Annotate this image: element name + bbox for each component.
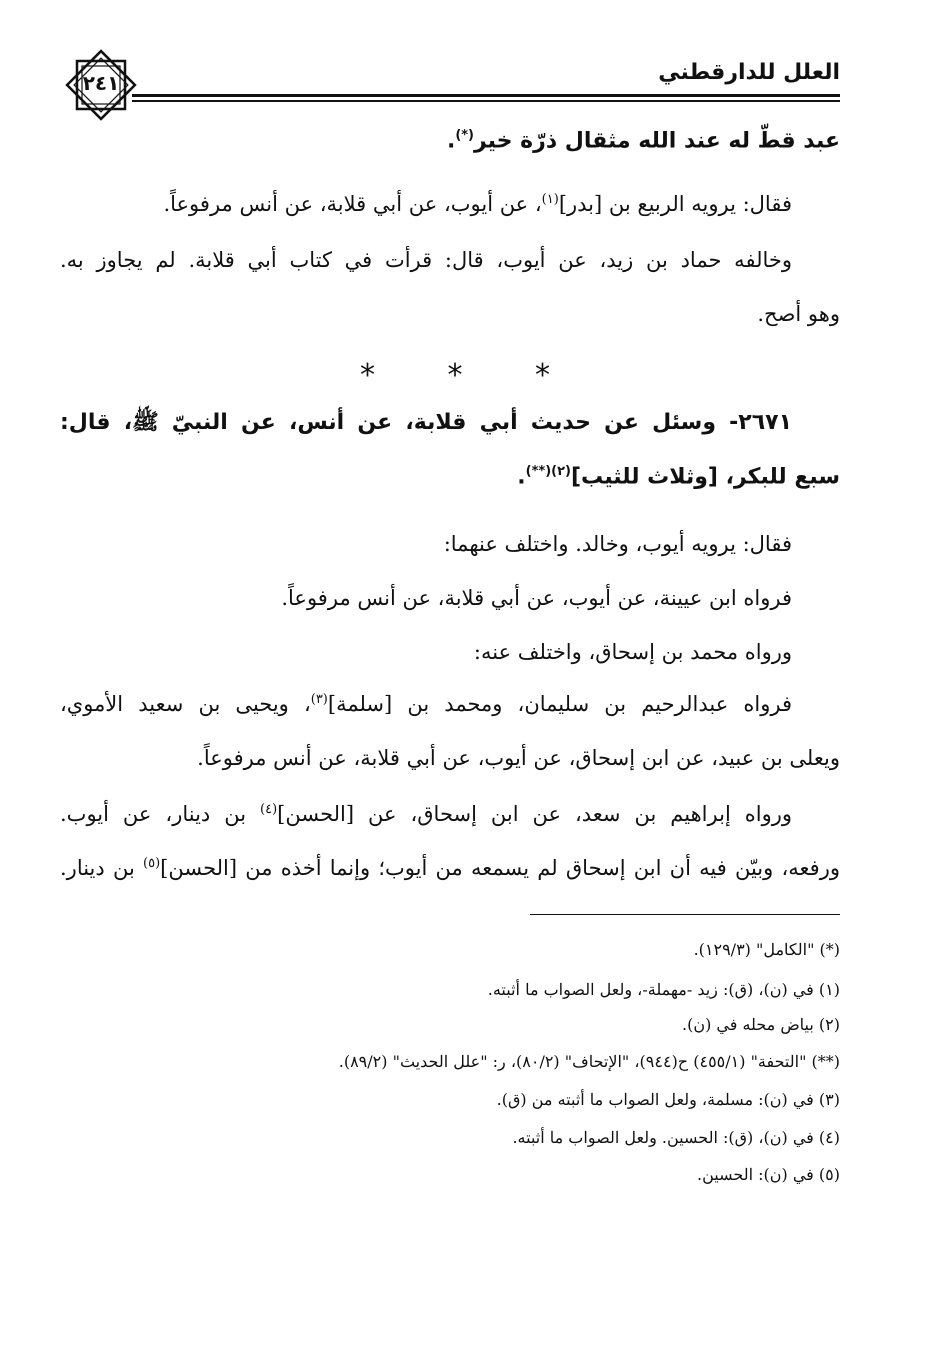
text-span: ، ويحيى بن سعيد الأموي،: [60, 692, 311, 716]
separator-star: *: [535, 358, 550, 393]
text-line-4: وهو أصح.: [757, 302, 840, 326]
footnote: (**) "التحفة" (٤٥٥/١) ح(٩٤٤)، "الإتحاف" (٨٠/٢)، ر: "علل الحديث" (٨٩/٢).: [338, 1052, 840, 1071]
text-line-13: [60, 856, 840, 880]
separator-star: *: [447, 358, 463, 393]
footnote: (٢) بياض محله في (ن).: [681, 1015, 840, 1034]
text-span: بن دينار، عن أيوب.: [60, 802, 261, 826]
page-number-badge: [60, 44, 142, 126]
footnote-marker: (١): [541, 192, 559, 207]
text-line-1: [447, 128, 840, 153]
footnote: (*) "الكامل" (١٢٩/٣).: [693, 940, 840, 959]
header-rule: [132, 94, 840, 104]
footnote: (٥) في (ن): الحسين.: [697, 1165, 840, 1184]
footnote-marker: (٣): [310, 692, 328, 707]
running-title: العلل للدارقطني: [658, 60, 840, 85]
section-separator: [360, 358, 550, 393]
footnote-marker: (٢)(**): [525, 464, 571, 479]
text-span: فقال: يرويه الربيع بن [بدر]: [558, 192, 792, 216]
text-line-3: وخالفه حماد بن زيد، عن أيوب، قال: قرأت في كتاب أبي قلابة. لم يجاوز به.: [60, 248, 792, 272]
text-line-12: [60, 802, 792, 826]
text-span: عبد قطّ له عند الله مثقال ذرّة خير: [474, 128, 840, 154]
footnote-separator: [530, 914, 840, 915]
text-span: ، عن أيوب، عن أبي قلابة، عن أنس مرفوعاً.: [163, 192, 542, 216]
entry-heading-line-1: ٢٦٧١- وسئل عن حديث أبي قلابة، عن أنس، عن النبيّ ﷺ، قال:: [60, 410, 792, 435]
header-rule-thin: [132, 100, 840, 102]
footnote: (٤) في (ن)، (ق): الحسين. ولعل الصواب ما أثبته.: [512, 1128, 840, 1147]
text-span: بن دينار.: [60, 856, 144, 880]
text-line-9: ورواه محمد بن إسحاق، واختلف عنه:: [473, 640, 792, 664]
text-line-7: فقال: يرويه أيوب، وخالد. واختلف عنهما:: [443, 532, 792, 556]
page-number: ٢٤١: [82, 71, 120, 95]
footnote: (١) في (ن)، (ق): زيد -مهملة-، ولعل الصواب ما أثبته.: [487, 980, 840, 999]
text-span: فرواه عبدالرحيم بن سليمان، ومحمد بن [سلمة]: [327, 692, 792, 716]
text-line-8: فرواه ابن عيينة، عن أيوب، عن أبي قلابة، عن أنس مرفوعاً.: [281, 586, 792, 610]
footnote-marker: (٤): [260, 802, 278, 817]
page-header: [60, 44, 840, 124]
text-span: سبع للبكر، [وثلاث للثيب]: [570, 464, 840, 490]
text-span: .: [517, 464, 526, 490]
header-rule-thick: [132, 94, 840, 97]
footnote-marker: (٥): [143, 856, 161, 871]
footnote: (٣) في (ن): مسلمة، ولعل الصواب ما أثبته من (ق).: [496, 1090, 840, 1109]
text-line-11: ويعلى بن عبيد، عن ابن إسحاق، عن أيوب، عن أبي قلابة، عن أنس مرفوعاً.: [197, 746, 840, 770]
footnote-marker: (*): [455, 128, 474, 143]
text-span: .: [446, 128, 456, 154]
separator-star: *: [360, 358, 375, 393]
text-line-10: [60, 692, 792, 716]
text-span: ورواه إبراهيم بن سعد، عن ابن إسحاق، عن [الحسن]: [277, 802, 792, 826]
text-span: ورفعه، وبيّن فيه أن ابن إسحاق لم يسمعه من أيوب؛ وإنما أخذه من [الحسن]: [160, 856, 840, 880]
entry-heading-line-2: [517, 464, 840, 489]
text-line-2: [163, 192, 792, 216]
